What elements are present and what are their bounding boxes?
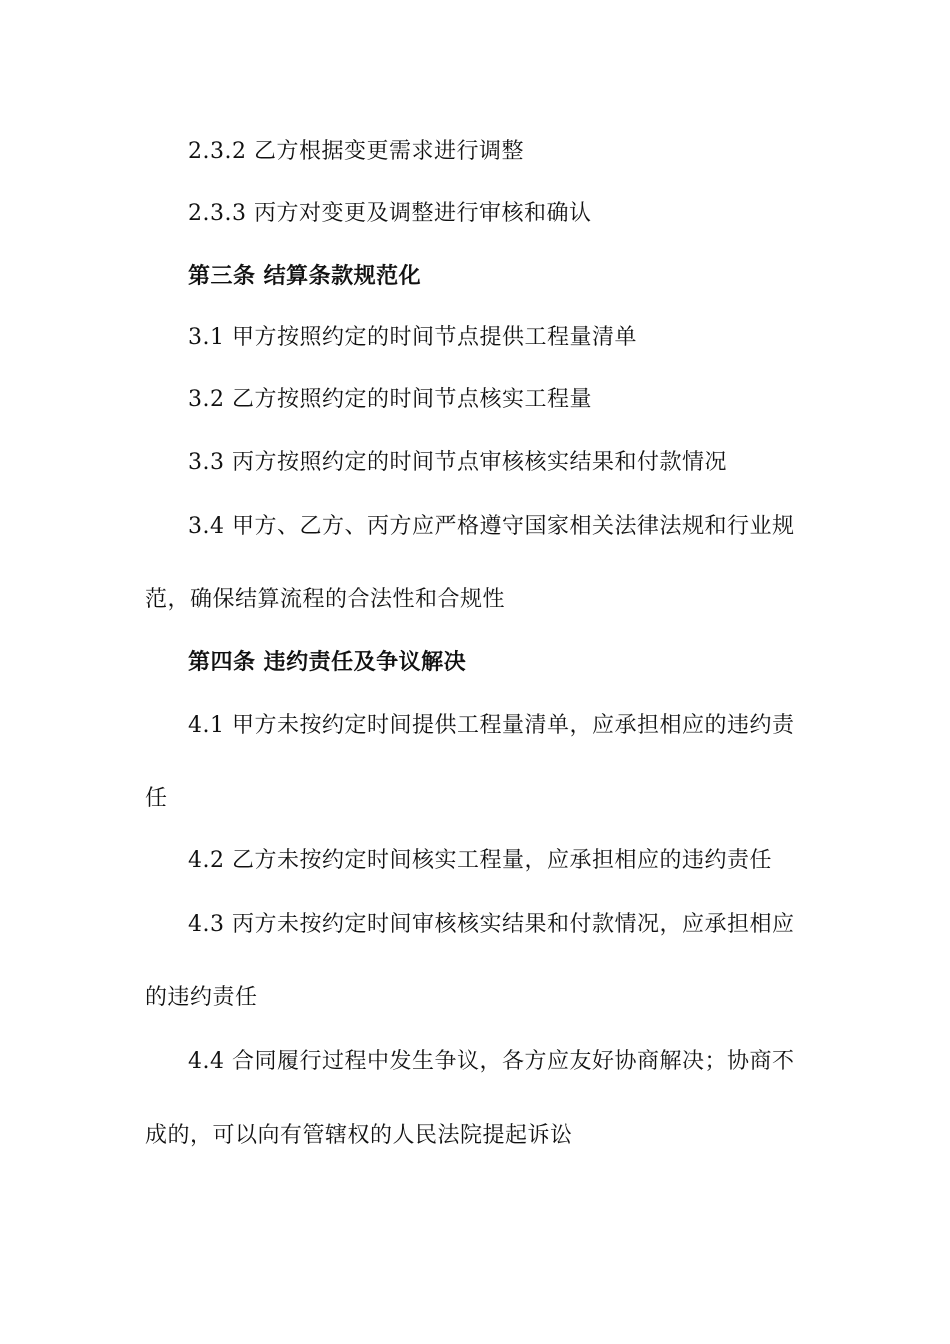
clause-2-3-2: 2.3.2 乙方根据变更需求进行调整	[188, 139, 524, 164]
clause-3-4-line-2: 范，确保结算流程的合法性和合规性	[145, 587, 506, 612]
clause-4-1-line-2: 任	[145, 786, 168, 811]
clause-3-4-line-1: 3.4 甲方、乙方、丙方应严格遵守国家相关法律法规和行业规	[188, 514, 795, 539]
article-3-heading: 第三条 结算条款规范化	[188, 263, 422, 289]
article-4-heading: 第四条 违约责任及争议解决	[188, 649, 467, 675]
clause-3-1: 3.1 甲方按照约定的时间节点提供工程量清单	[188, 325, 637, 350]
clause-4-2: 4.2 乙方未按约定时间核实工程量，应承担相应的违约责任	[188, 848, 772, 873]
clause-4-3-line-2: 的违约责任	[145, 985, 258, 1010]
clause-3-3: 3.3 丙方按照约定的时间节点审核核实结果和付款情况	[188, 450, 727, 475]
clause-4-4-line-1: 4.4 合同履行过程中发生争议，各方应友好协商解决；协商不	[188, 1049, 795, 1074]
clause-4-3-line-1: 4.3 丙方未按约定时间审核核实结果和付款情况，应承担相应	[188, 912, 795, 937]
clause-2-3-3: 2.3.3 丙方对变更及调整进行审核和确认	[188, 201, 592, 226]
clause-4-1-line-1: 4.1 甲方未按约定时间提供工程量清单，应承担相应的违约责	[188, 713, 795, 738]
clause-3-2: 3.2 乙方按照约定的时间节点核实工程量	[188, 387, 592, 412]
clause-4-4-line-2: 成的，可以向有管辖权的人民法院提起诉讼	[145, 1123, 573, 1148]
